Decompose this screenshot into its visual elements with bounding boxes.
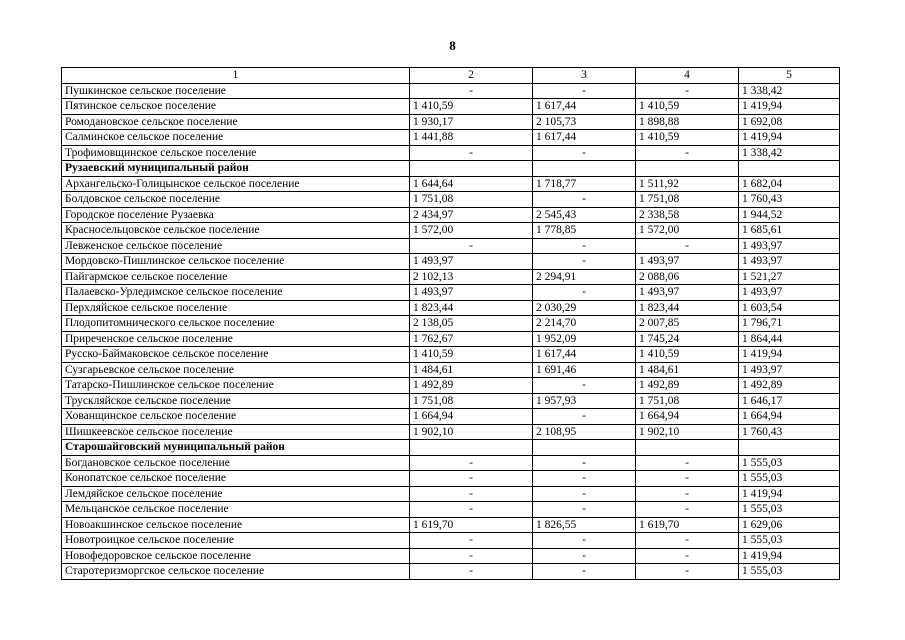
- value-cell-col2: 1 492,89: [410, 378, 533, 394]
- value-cell-col3: [533, 440, 636, 456]
- value-cell-col3: -: [533, 254, 636, 270]
- value-cell-col2: -: [410, 502, 533, 518]
- value-cell-col4: -: [636, 471, 739, 487]
- value-cell-col5: 1 493,97: [739, 238, 840, 254]
- value-cell-col5: 1 493,97: [739, 285, 840, 301]
- value-cell-col5: 1 419,94: [739, 347, 840, 363]
- table-row: [62, 207, 840, 223]
- table-row: [62, 145, 840, 161]
- value-cell-col4: 1 745,24: [636, 331, 739, 347]
- value-cell-col2: 1 930,17: [410, 114, 533, 130]
- settlement-name-cell: Новотроицкое сельское поселение: [62, 533, 410, 549]
- column-header-2: 2: [410, 68, 533, 84]
- value-cell-col4: 2 007,85: [636, 316, 739, 332]
- value-cell-col4: -: [636, 502, 739, 518]
- value-cell-col2: 1 664,94: [410, 409, 533, 425]
- value-cell-col5: 1 796,71: [739, 316, 840, 332]
- value-cell-col3: -: [533, 548, 636, 564]
- table-row: [62, 409, 840, 425]
- column-header-4: 4: [636, 68, 739, 84]
- value-cell-col5: 1 419,94: [739, 548, 840, 564]
- value-cell-col3: 1 617,44: [533, 347, 636, 363]
- value-cell-col5: 1 944,52: [739, 207, 840, 223]
- value-cell-col3: 1 691,46: [533, 362, 636, 378]
- value-cell-col2: 1 441,88: [410, 130, 533, 146]
- table-row: [62, 331, 840, 347]
- value-cell-col5: 1 493,97: [739, 362, 840, 378]
- value-cell-col3: -: [533, 533, 636, 549]
- settlement-name-cell: Лемдяйское сельское поселение: [62, 486, 410, 502]
- value-cell-col2: -: [410, 145, 533, 161]
- settlement-name-cell: Перхляйское сельское поселение: [62, 300, 410, 316]
- value-cell-col4: 1 664,94: [636, 409, 739, 425]
- settlement-name-cell: Пушкинское сельское поселение: [62, 83, 410, 99]
- value-cell-col5: 1 692,08: [739, 114, 840, 130]
- value-cell-col5: 1 419,94: [739, 99, 840, 115]
- column-header-1: 1: [62, 68, 410, 84]
- table-row: [62, 455, 840, 471]
- value-cell-col2: -: [410, 238, 533, 254]
- value-cell-col2: 1 493,97: [410, 254, 533, 270]
- value-cell-col2: 1 572,00: [410, 223, 533, 239]
- table-row: [62, 517, 840, 533]
- table-row: [62, 471, 840, 487]
- settlement-name-cell: Плодопитомнического сельское поселение: [62, 316, 410, 332]
- settlement-name-cell: Татарско-Пишлинское сельское поселение: [62, 378, 410, 394]
- value-cell-col3: 2 030,29: [533, 300, 636, 316]
- value-cell-col4: -: [636, 533, 739, 549]
- value-cell-col2: -: [410, 486, 533, 502]
- table-row: [62, 393, 840, 409]
- value-cell-col5: 1 555,03: [739, 502, 840, 518]
- value-cell-col2: 1 762,67: [410, 331, 533, 347]
- settlement-name-cell: Салминское сельское поселение: [62, 130, 410, 146]
- value-cell-col2: 1 823,44: [410, 300, 533, 316]
- value-cell-col4: -: [636, 548, 739, 564]
- district-group-row: [62, 161, 840, 177]
- settlement-name-cell: Трускляйское сельское поселение: [62, 393, 410, 409]
- value-cell-col4: [636, 161, 739, 177]
- value-cell-col5: [739, 440, 840, 456]
- value-cell-col5: 1 760,43: [739, 192, 840, 208]
- value-cell-col2: [410, 161, 533, 177]
- value-cell-col2: 1 619,70: [410, 517, 533, 533]
- settlement-name-cell: Трофимовщинское сельское поселение: [62, 145, 410, 161]
- value-cell-col3: -: [533, 409, 636, 425]
- value-cell-col4: -: [636, 455, 739, 471]
- value-cell-col2: -: [410, 471, 533, 487]
- value-cell-col4: 1 751,08: [636, 393, 739, 409]
- value-cell-col4: [636, 440, 739, 456]
- value-cell-col5: 1 646,17: [739, 393, 840, 409]
- value-cell-col3: -: [533, 564, 636, 580]
- table-row: [62, 114, 840, 130]
- table-row: [62, 378, 840, 394]
- value-cell-col2: 1 410,59: [410, 347, 533, 363]
- value-cell-col3: 2 545,43: [533, 207, 636, 223]
- table-row: [62, 486, 840, 502]
- value-cell-col3: -: [533, 471, 636, 487]
- value-cell-col2: 1 644,64: [410, 176, 533, 192]
- settlement-name-cell: Хованщинское сельское поселение: [62, 409, 410, 425]
- value-cell-col2: -: [410, 83, 533, 99]
- value-cell-col2: 2 102,13: [410, 269, 533, 285]
- value-cell-col3: 2 294,91: [533, 269, 636, 285]
- table-row: [62, 502, 840, 518]
- value-cell-col2: 2 434,97: [410, 207, 533, 223]
- value-cell-col4: 1 511,92: [636, 176, 739, 192]
- value-cell-col4: 1 410,59: [636, 99, 739, 115]
- settlement-name-cell: Ромодановское сельское поселение: [62, 114, 410, 130]
- value-cell-col2: 1 751,08: [410, 192, 533, 208]
- value-cell-col2: 2 138,05: [410, 316, 533, 332]
- table-row: [62, 316, 840, 332]
- district-name-cell: Рузаевский муниципальный район: [62, 161, 410, 177]
- value-cell-col4: 1 493,97: [636, 254, 739, 270]
- value-cell-col4: -: [636, 486, 739, 502]
- table-row: [62, 285, 840, 301]
- district-group-row: [62, 440, 840, 456]
- value-cell-col5: 1 603,54: [739, 300, 840, 316]
- value-cell-col2: -: [410, 455, 533, 471]
- table-row: [62, 238, 840, 254]
- value-cell-col4: 1 619,70: [636, 517, 739, 533]
- value-cell-col3: [533, 161, 636, 177]
- table-body: [62, 83, 840, 579]
- settlement-name-cell: Шишкеевское сельское поселение: [62, 424, 410, 440]
- value-cell-col2: 1 751,08: [410, 393, 533, 409]
- header-row: [62, 68, 840, 84]
- table-row: [62, 347, 840, 363]
- value-cell-col4: 1 823,44: [636, 300, 739, 316]
- value-cell-col3: 1 952,09: [533, 331, 636, 347]
- value-cell-col4: 1 410,59: [636, 130, 739, 146]
- table-row: [62, 424, 840, 440]
- settlement-name-cell: Пятинское сельское поселение: [62, 99, 410, 115]
- value-cell-col3: 2 214,70: [533, 316, 636, 332]
- value-cell-col5: 1 555,03: [739, 471, 840, 487]
- value-cell-col4: 1 493,97: [636, 285, 739, 301]
- value-cell-col3: -: [533, 192, 636, 208]
- value-cell-col5: 1 338,42: [739, 83, 840, 99]
- table-row: [62, 192, 840, 208]
- value-cell-col3: -: [533, 285, 636, 301]
- value-cell-col2: 1 493,97: [410, 285, 533, 301]
- value-cell-col2: -: [410, 564, 533, 580]
- value-cell-col2: [410, 440, 533, 456]
- settlement-name-cell: Городское поселение Рузаевка: [62, 207, 410, 223]
- settlement-name-cell: Новоакшинское сельское поселение: [62, 517, 410, 533]
- value-cell-col5: 1 493,97: [739, 254, 840, 270]
- value-cell-col2: 1 902,10: [410, 424, 533, 440]
- value-cell-col3: 1 718,77: [533, 176, 636, 192]
- table-row: [62, 548, 840, 564]
- table-row: [62, 362, 840, 378]
- value-cell-col5: 1 760,43: [739, 424, 840, 440]
- value-cell-col3: 2 105,73: [533, 114, 636, 130]
- value-cell-col3: -: [533, 502, 636, 518]
- value-cell-col4: 1 492,89: [636, 378, 739, 394]
- value-cell-col5: 1 521,27: [739, 269, 840, 285]
- table-row: [62, 223, 840, 239]
- settlement-name-cell: Архангельско-Голицынское сельское поселение: [62, 176, 410, 192]
- value-cell-col5: 1 338,42: [739, 145, 840, 161]
- settlement-name-cell: Мордовско-Пишлинское сельское поселение: [62, 254, 410, 270]
- value-cell-col3: -: [533, 83, 636, 99]
- value-cell-col4: 1 902,10: [636, 424, 739, 440]
- table-row: [62, 176, 840, 192]
- value-cell-col3: 1 617,44: [533, 99, 636, 115]
- value-cell-col3: 1 778,85: [533, 223, 636, 239]
- value-cell-col5: 1 629,06: [739, 517, 840, 533]
- value-cell-col3: 1 826,55: [533, 517, 636, 533]
- settlement-name-cell: Пайгармское сельское поселение: [62, 269, 410, 285]
- settlement-name-cell: Конопатское сельское поселение: [62, 471, 410, 487]
- value-cell-col3: 2 108,95: [533, 424, 636, 440]
- value-cell-col3: 1 617,44: [533, 130, 636, 146]
- settlement-name-cell: Мельцанское сельское поселение: [62, 502, 410, 518]
- value-cell-col5: 1 419,94: [739, 130, 840, 146]
- value-cell-col5: 1 664,94: [739, 409, 840, 425]
- value-cell-col3: -: [533, 238, 636, 254]
- value-cell-col2: -: [410, 548, 533, 564]
- value-cell-col4: 1 898,88: [636, 114, 739, 130]
- tariff-table: [61, 67, 840, 580]
- value-cell-col5: 1 419,94: [739, 486, 840, 502]
- value-cell-col3: -: [533, 455, 636, 471]
- settlement-name-cell: Левженское сельское поселение: [62, 238, 410, 254]
- district-name-cell: Старошайговский муниципальный район: [62, 440, 410, 456]
- value-cell-col3: -: [533, 378, 636, 394]
- value-cell-col4: -: [636, 564, 739, 580]
- value-cell-col5: 1 685,61: [739, 223, 840, 239]
- settlement-name-cell: Палаевско-Урледимское сельское поселение: [62, 285, 410, 301]
- value-cell-col5: 1 555,03: [739, 564, 840, 580]
- table-row: [62, 83, 840, 99]
- table-row: [62, 99, 840, 115]
- table-row: [62, 130, 840, 146]
- settlement-name-cell: Сузгарьевское сельское поселение: [62, 362, 410, 378]
- value-cell-col4: 1 751,08: [636, 192, 739, 208]
- table-row: [62, 269, 840, 285]
- value-cell-col2: 1 410,59: [410, 99, 533, 115]
- value-cell-col4: 2 338,58: [636, 207, 739, 223]
- value-cell-col4: 2 088,06: [636, 269, 739, 285]
- column-header-3: 3: [533, 68, 636, 84]
- settlement-name-cell: Болдовское сельское поселение: [62, 192, 410, 208]
- value-cell-col3: -: [533, 486, 636, 502]
- settlement-name-cell: Русско-Баймаковское сельское поселение: [62, 347, 410, 363]
- value-cell-col5: 1 492,89: [739, 378, 840, 394]
- value-cell-col2: 1 484,61: [410, 362, 533, 378]
- settlement-name-cell: Новофедоровское сельское поселение: [62, 548, 410, 564]
- table-row: [62, 254, 840, 270]
- table-row: [62, 533, 840, 549]
- value-cell-col2: -: [410, 533, 533, 549]
- value-cell-col4: -: [636, 238, 739, 254]
- page-number: 8: [449, 38, 456, 53]
- settlement-name-cell: Приреченское сельское поселение: [62, 331, 410, 347]
- table-row: [62, 300, 840, 316]
- value-cell-col4: 1 572,00: [636, 223, 739, 239]
- table-row: [62, 564, 840, 580]
- value-cell-col3: 1 957,93: [533, 393, 636, 409]
- value-cell-col4: -: [636, 145, 739, 161]
- settlement-name-cell: Богдановское сельское поселение: [62, 455, 410, 471]
- value-cell-col5: [739, 161, 840, 177]
- settlement-name-cell: Старотеризморгское сельское поселение: [62, 564, 410, 580]
- value-cell-col4: -: [636, 83, 739, 99]
- value-cell-col4: 1 410,59: [636, 347, 739, 363]
- value-cell-col3: -: [533, 145, 636, 161]
- value-cell-col4: 1 484,61: [636, 362, 739, 378]
- value-cell-col5: 1 864,44: [739, 331, 840, 347]
- column-header-5: 5: [739, 68, 840, 84]
- value-cell-col5: 1 682,04: [739, 176, 840, 192]
- value-cell-col5: 1 555,03: [739, 533, 840, 549]
- value-cell-col5: 1 555,03: [739, 455, 840, 471]
- settlement-name-cell: Красносельцовское сельское поселение: [62, 223, 410, 239]
